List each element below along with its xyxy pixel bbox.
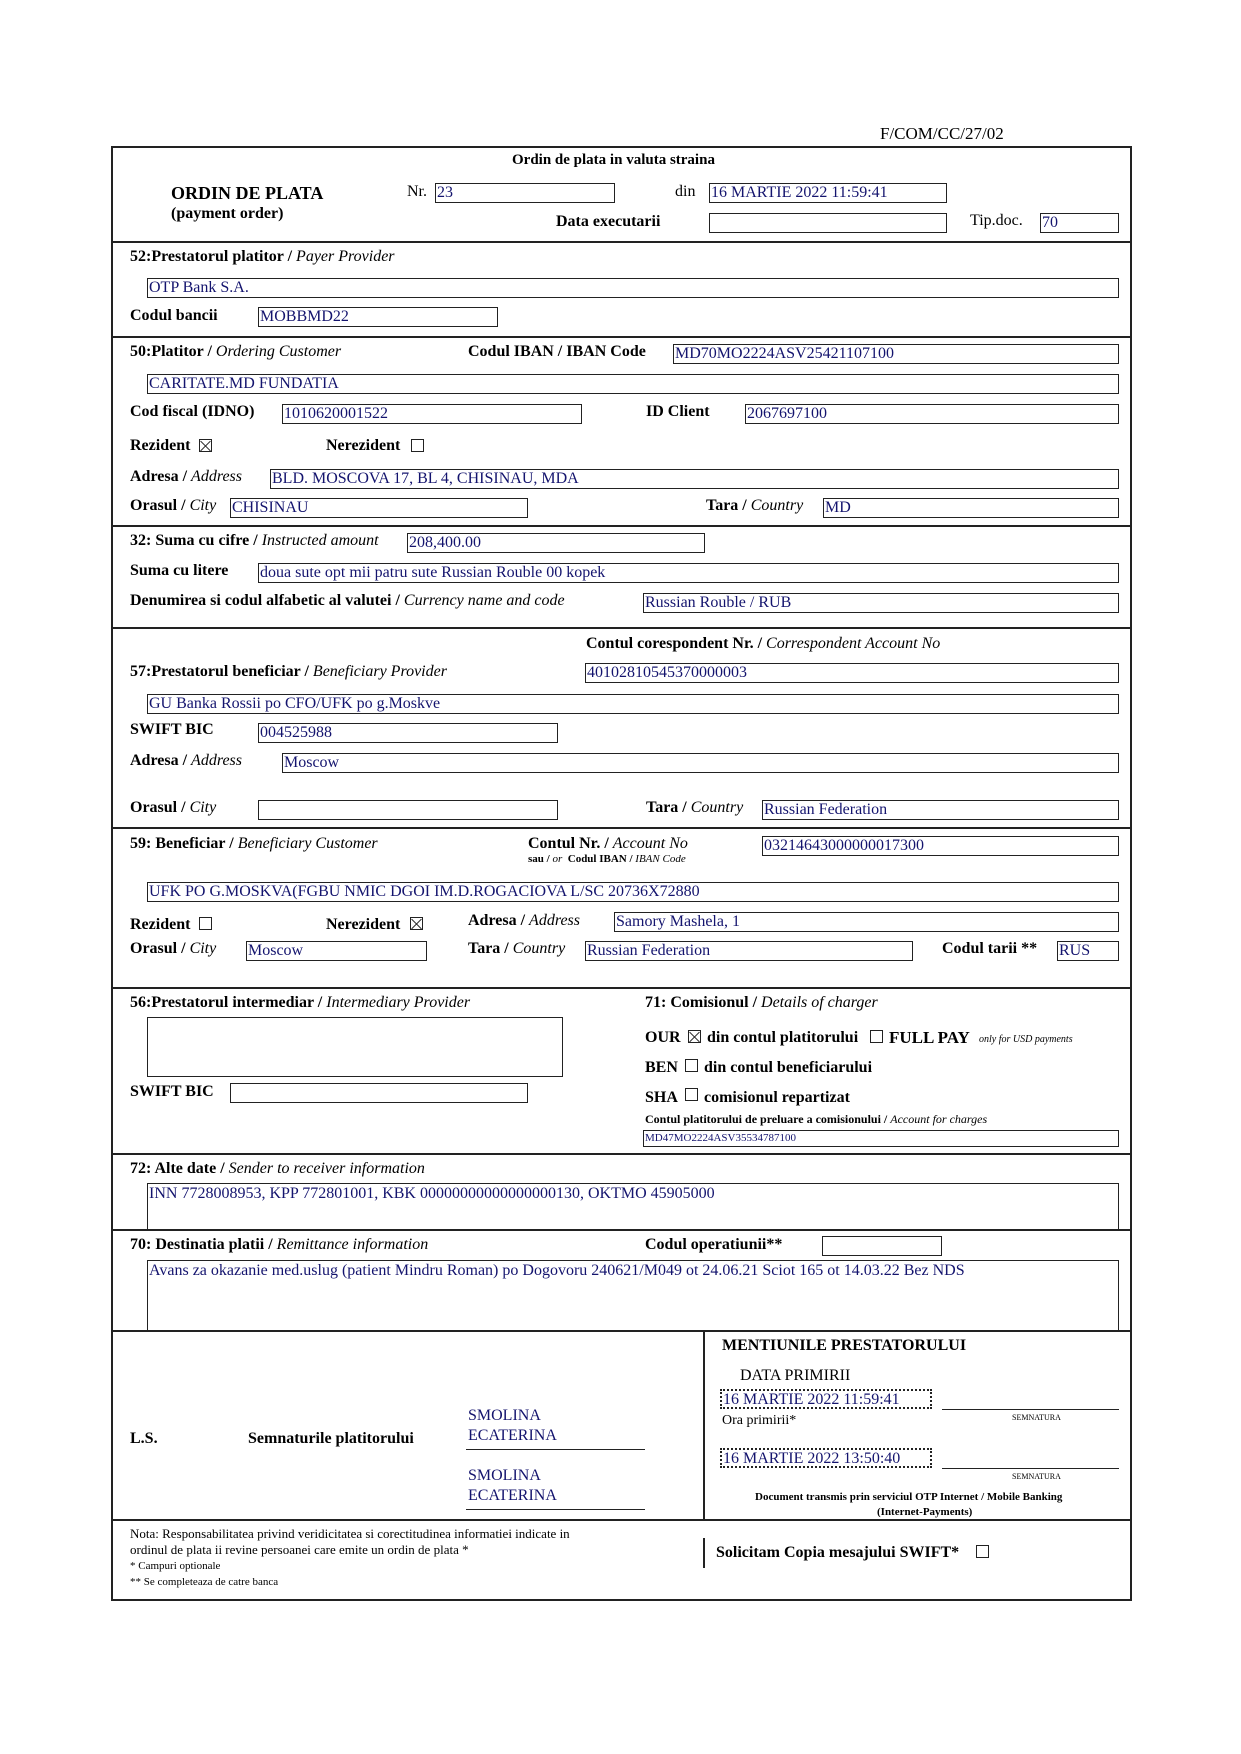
payer-nerezident-label: Nerezident (326, 437, 401, 454)
divider-57 (111, 627, 1132, 629)
fullpay-checkbox[interactable] (870, 1030, 883, 1043)
payer-city-label: Orasul / City (130, 497, 217, 514)
sha-checkbox[interactable] (685, 1088, 698, 1101)
our-label: OUR (645, 1029, 681, 1046)
payer-nerezident-checkbox[interactable] (411, 439, 424, 452)
payer-address-label: Adresa / Address (130, 468, 243, 485)
signature-2-line1: SMOLINA (468, 1467, 541, 1484)
tipdoc-field[interactable]: 70 (1040, 213, 1119, 233)
signature-1-line1: SMOLINA (468, 1407, 541, 1424)
payer-country-field[interactable]: MD (823, 498, 1119, 518)
sender-info-label: 72: Alte date / Sender to receiver information (130, 1160, 425, 1177)
footer-note-line4: ** Se completeaza de catre banca (130, 1576, 279, 1588)
intermediary-swift-field[interactable] (230, 1083, 528, 1103)
din-field[interactable]: 16 MARTIE 2022 11:59:41 (709, 183, 947, 203)
fiscal-code-label: Cod fiscal (IDNO) (130, 403, 255, 420)
ben-checkbox[interactable] (685, 1059, 698, 1072)
sender-info-field[interactable]: INN 7728008953, KPP 772801001, KBK 00000000000000000130, OKTMO 45905000 (147, 1183, 1119, 1230)
beneficiary-provider-label: 57:Prestatorul beneficiar / Beneficiary Provider (130, 663, 447, 680)
divider-footer (111, 1519, 1132, 1521)
signature-1-underline (466, 1449, 645, 1450)
fullpay-note: only for USD payments (979, 1034, 1073, 1045)
din-label: din (675, 183, 696, 200)
our-checkbox[interactable] (688, 1030, 701, 1043)
currency-label: Denumirea si codul alfabetic al valutei / Currency name and code (130, 592, 565, 609)
document-transmitted-line2: (Internet-Payments) (877, 1506, 973, 1518)
divider-32 (111, 525, 1132, 527)
operation-code-label: Codul operatiunii** (645, 1236, 783, 1253)
payer-address-field[interactable]: BLD. MOSCOVA 17, BL 4, CHISINAU, MDA (270, 469, 1119, 489)
signature-line-2 (942, 1468, 1119, 1469)
charges-account-label: Contul platitorului de preluare a comisionului / Account for charges (645, 1112, 988, 1126)
beneficiary-account-field[interactable]: 03214643000000017300 (762, 836, 1119, 856)
charges-account-field[interactable]: MD47MO2224ASV35534787100 (643, 1130, 1119, 1147)
intermediary-provider-field[interactable] (147, 1017, 563, 1077)
beneficiary-city-field[interactable]: Moscow (246, 941, 427, 961)
tipdoc-label: Tip.doc. (970, 212, 1023, 229)
remittance-info-field[interactable]: Avans za okazanie med.uslug (patient Mindru Roman) po Dogovoru 240621/M049 ot 24.06.21 Sciot 165 ot 14.03.22 Bez NDS (147, 1260, 1119, 1331)
beneficiary-swift-label: SWIFT BIC (130, 721, 214, 738)
beneficiary-rezident-label: Rezident (130, 916, 191, 933)
payer-country-label: Tara / Country (706, 497, 804, 514)
amount-words-label: Suma cu litere (130, 562, 229, 579)
currency-field[interactable]: Russian Rouble / RUB (643, 593, 1119, 613)
beneficiary-address-field[interactable]: Samory Mashela, 1 (614, 912, 1119, 932)
correspondent-account-field[interactable]: 40102810545370000003 (585, 663, 1119, 683)
form-title: Ordin de plata in valuta straina (512, 152, 715, 168)
intermediary-provider-label: 56:Prestatorul intermediar / Intermediary Provider (130, 994, 471, 1011)
payer-rezident-checkbox[interactable] (199, 439, 212, 452)
id-client-label: ID Client (646, 403, 710, 420)
receipt-date-field[interactable]: 16 MARTIE 2022 11:59:41 (720, 1389, 932, 1409)
swift-copy-divider (703, 1538, 705, 1568)
signature-1 (468, 1406, 557, 1446)
beneficiary-bank-country-field[interactable]: Russian Federation (762, 800, 1119, 820)
beneficiary-name-field[interactable]: UFK PO G.MOSKVA(FGBU NMIC DGOI IM.D.ROGACIOVA L/SC 20736X72880 (147, 882, 1119, 902)
id-client-field[interactable]: 2067697100 (745, 404, 1119, 424)
beneficiary-bank-name-field[interactable]: GU Banka Rossii po CFO/UFK po g.Moskve (147, 694, 1119, 714)
signature-line-1 (942, 1409, 1119, 1410)
footer-note-line2: ordinul de plata ii revine persoanei care emite un ordin de plata * (130, 1542, 469, 1557)
beneficiary-customer-label: 59: Beneficiar / Beneficiary Customer (130, 835, 378, 852)
bank-code-label: Codul bancii (130, 307, 218, 324)
signature-caption-1: SEMNATURA (1012, 1413, 1061, 1422)
beneficiary-nerezident-label: Nerezident (326, 916, 401, 933)
payer-rezident-label: Rezident (130, 437, 191, 454)
payer-city-field[interactable]: CHISINAU (230, 498, 528, 518)
charges-label: 71: Comisionul / Details of charger (645, 994, 878, 1011)
divider-56 (111, 987, 1132, 989)
payer-iban-label: Codul IBAN / IBAN Code (468, 343, 646, 360)
divider-72 (111, 1153, 1132, 1155)
receipt-time-label: Ora primirii* (722, 1413, 797, 1428)
nr-field[interactable]: 23 (435, 183, 615, 203)
provider-notes-title: MENTIUNILE PRESTATORULUI (722, 1337, 967, 1354)
beneficiary-city-label: Orasul / City (130, 940, 217, 957)
footer-note-line3: * Campuri optionale (130, 1560, 221, 1572)
country-code-field[interactable]: RUS (1057, 941, 1119, 961)
beneficiary-swift-field[interactable]: 004525988 (258, 723, 558, 743)
beneficiary-rezident-checkbox[interactable] (199, 917, 212, 930)
instructed-amount-field[interactable]: 208,400.00 (407, 533, 705, 553)
sha-text: comisionul repartizat (704, 1089, 850, 1106)
correspondent-account-label: Contul corespondent Nr. / Correspondent Account No (586, 635, 941, 652)
our-text: din contul platitorului (707, 1029, 859, 1046)
amount-words-field[interactable]: doua sute opt mii patru sute Russian Rouble 00 kopek (258, 563, 1119, 583)
document-transmitted-line1: Document transmis prin serviciul OTP Internet / Mobile Banking (755, 1491, 1063, 1503)
beneficiary-country-label: Tara / Country (468, 940, 566, 957)
receipt-time-field[interactable]: 16 MARTIE 2022 13:50:40 (720, 1448, 932, 1468)
ls-label: L.S. (130, 1430, 158, 1447)
form-code: F/COM/CC/27/02 (880, 124, 1004, 143)
footer-note-line1: Nota: Responsabilitatea privind veridicitatea si corectitudinea informatiei indicate in (130, 1526, 570, 1541)
signature-1-line2: ECATERINA (468, 1427, 557, 1444)
beneficiary-bank-city-field[interactable] (258, 800, 558, 820)
payer-name-field[interactable]: CARITATE.MD FUNDATIA (147, 374, 1119, 394)
data-exec-label: Data executarii (556, 213, 661, 230)
instructed-amount-label: 32: Suma cu cifre / Instructed amount (130, 532, 379, 549)
form-frame (111, 146, 1132, 1601)
fiscal-code-field[interactable]: 1010620001522 (282, 404, 582, 424)
provider-notes-divider (703, 1330, 705, 1520)
country-code-label: Codul tarii ** (942, 940, 1038, 957)
intermediary-swift-label: SWIFT BIC (130, 1083, 214, 1100)
ben-text: din contul beneficiarului (704, 1059, 873, 1076)
beneficiary-bank-address-label: Adresa / Address (130, 752, 243, 769)
sha-label: SHA (645, 1089, 678, 1106)
divider-50 (111, 336, 1132, 338)
payer-provider-label: 52:Prestatorul platitor / Payer Provider (130, 248, 395, 265)
divider-59 (111, 827, 1132, 829)
footer-note (130, 1526, 570, 1590)
swift-copy-checkbox[interactable] (976, 1545, 989, 1558)
nr-label: Nr. (407, 183, 427, 200)
beneficiary-bank-address-field[interactable]: Moscow (282, 753, 1119, 773)
beneficiary-account-sublabel: sau / or Codul IBAN / IBAN Code (528, 853, 686, 865)
operation-code-field[interactable] (822, 1236, 942, 1256)
bank-code-field[interactable]: MOBBMD22 (258, 307, 498, 327)
data-exec-field[interactable] (709, 213, 947, 233)
swift-copy-label: Solicitam Copia mesajului SWIFT* (716, 1544, 960, 1561)
fullpay-label: FULL PAY (889, 1028, 970, 1047)
order-subtitle: (payment order) (171, 205, 284, 222)
order-title: ORDIN DE PLATA (171, 183, 324, 203)
beneficiary-bank-city-label: Orasul / City (130, 799, 217, 816)
remittance-info-label: 70: Destinatia platii / Remittance information (130, 1236, 429, 1253)
beneficiary-bank-country-label: Tara / Country (646, 799, 744, 816)
ordering-customer-label: 50:Platitor / Ordering Customer (130, 343, 342, 360)
receipt-date-label: DATA PRIMIRII (740, 1367, 851, 1384)
signatures-label: Semnaturile platitorului (248, 1430, 414, 1447)
beneficiary-address-label: Adresa / Address (468, 912, 581, 929)
beneficiary-nerezident-checkbox[interactable] (410, 917, 423, 930)
signature-2-line2: ECATERINA (468, 1487, 557, 1504)
payer-bank-name-field[interactable]: OTP Bank S.A. (147, 278, 1119, 298)
signature-2 (468, 1466, 557, 1506)
ben-label: BEN (645, 1059, 678, 1076)
payer-iban-field[interactable]: MD70MO2224ASV25421107100 (673, 344, 1119, 364)
beneficiary-account-label: Contul Nr. / Account No (528, 835, 688, 852)
beneficiary-country-field[interactable]: Russian Federation (585, 941, 913, 961)
signature-2-underline (466, 1509, 645, 1510)
divider-52 (111, 241, 1132, 243)
signature-caption-2: SEMNATURA (1012, 1472, 1061, 1481)
